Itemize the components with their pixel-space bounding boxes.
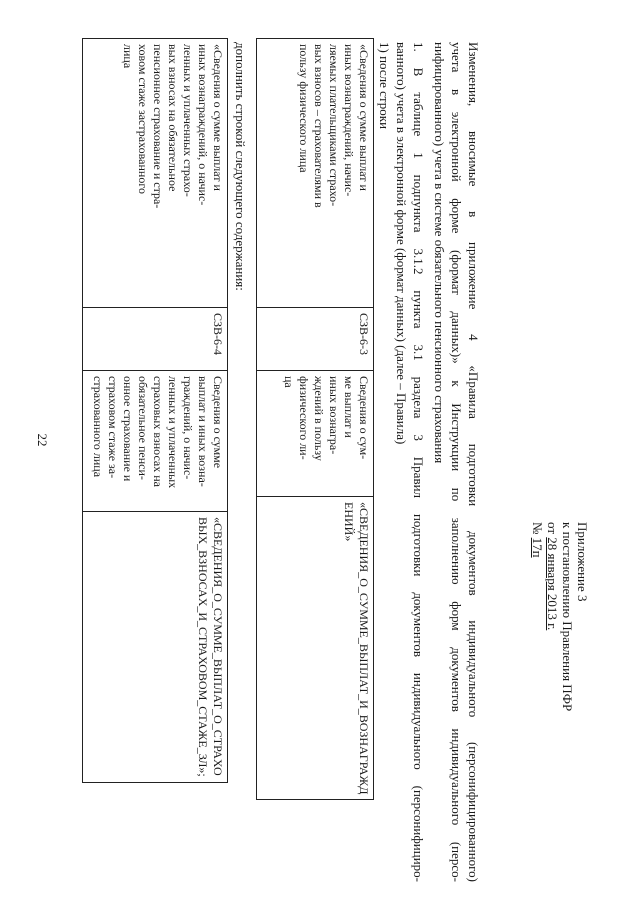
appendix-number-prefix: № (530, 522, 545, 535)
table-cell-code: СЗВ-6-4 (83, 308, 228, 371)
table-cell-name: «Сведения о сумме выплат и иных вознаграждений, о начис- ленных и уплаченных страхо- вых взносах на обязательное пенсионное страхование и стра- ховом стаже застрахованного лица (83, 39, 228, 308)
page-number: 22 (35, 433, 50, 447)
intro-line: Изменения, вносимые в приложение 4 «Правила подготовки документов индивидуального (персонифицированного) (466, 42, 481, 882)
table-cell-name: «Сведения о сумме выплат и иных вознаграждений, начис- ляемых плательщиками страхо- вых взносов – страхователями в пользу физического лица (257, 39, 374, 308)
table-cell-description: Сведения о сумме выплат и иных возна- граждений, о начис- ленных и уплаченных страховых взносах на обязательное пенси- онное страхование и страховом стаже за- страхованного лица (83, 371, 228, 512)
appendix-title: Приложение 3 (575, 522, 590, 602)
appendix-date-line (545, 522, 560, 711)
intro-paragraph (431, 42, 482, 882)
appendix-header (530, 522, 590, 711)
appendix-date-prefix: от (545, 522, 560, 535)
item1-line: 1) после строки (377, 42, 392, 130)
table-cell-element: «СВЕДЕНИЯ_О_СУММЕ_ВЫПЛАТ_И_ВОЗНАГРАЖД ЕНИЙ» (257, 497, 374, 800)
table-new-row (82, 38, 228, 783)
rotated-page-content (91, 32, 602, 890)
appendix-resolution: к постановлению Правления ПФР (560, 522, 575, 712)
item1-line: 1. В таблице 1 подпункта 3.1.2 пункта 3.1 раздела 3 Правил подготовки документов индивидуального (персонифициро- (411, 42, 426, 882)
item1-paragraph (376, 42, 427, 882)
appendix-number-line (530, 522, 545, 711)
appendix-number: 17п (530, 537, 545, 558)
table-cell-description: Сведения о сум- ме выплат и иных вознагра- ждений в пользу физического ли- ца (257, 371, 374, 497)
table-cell-element: «СВЕДЕНИЯ_О_СУММЕ_ВЫПЛАТ_О_СТРАХО ВЫХ_ВЗНОСАХ_И_СТРАХОВОМ_СТАЖЕ_ЗЛ»; (83, 512, 228, 783)
intro-line: учета в электронной форме (формат данных)» к Инструкции по заполнению форм документов индивидуального (персо- (449, 42, 464, 882)
table-existing-row (256, 38, 374, 800)
table-row (83, 39, 228, 783)
intro-line: нифицированного) учета в системе обязательного пенсионного страхования (432, 42, 447, 464)
table-cell-code: СЗВ-6-3 (257, 308, 374, 371)
table-row (257, 39, 374, 800)
appendix-date: 28 января 2013 г. (545, 537, 560, 631)
item1-line: ванного) учета в электронной форме (формат данных) (далее – Правила) (394, 42, 409, 445)
add-row-text: дополнить строкой следующего содержания: (233, 42, 248, 291)
